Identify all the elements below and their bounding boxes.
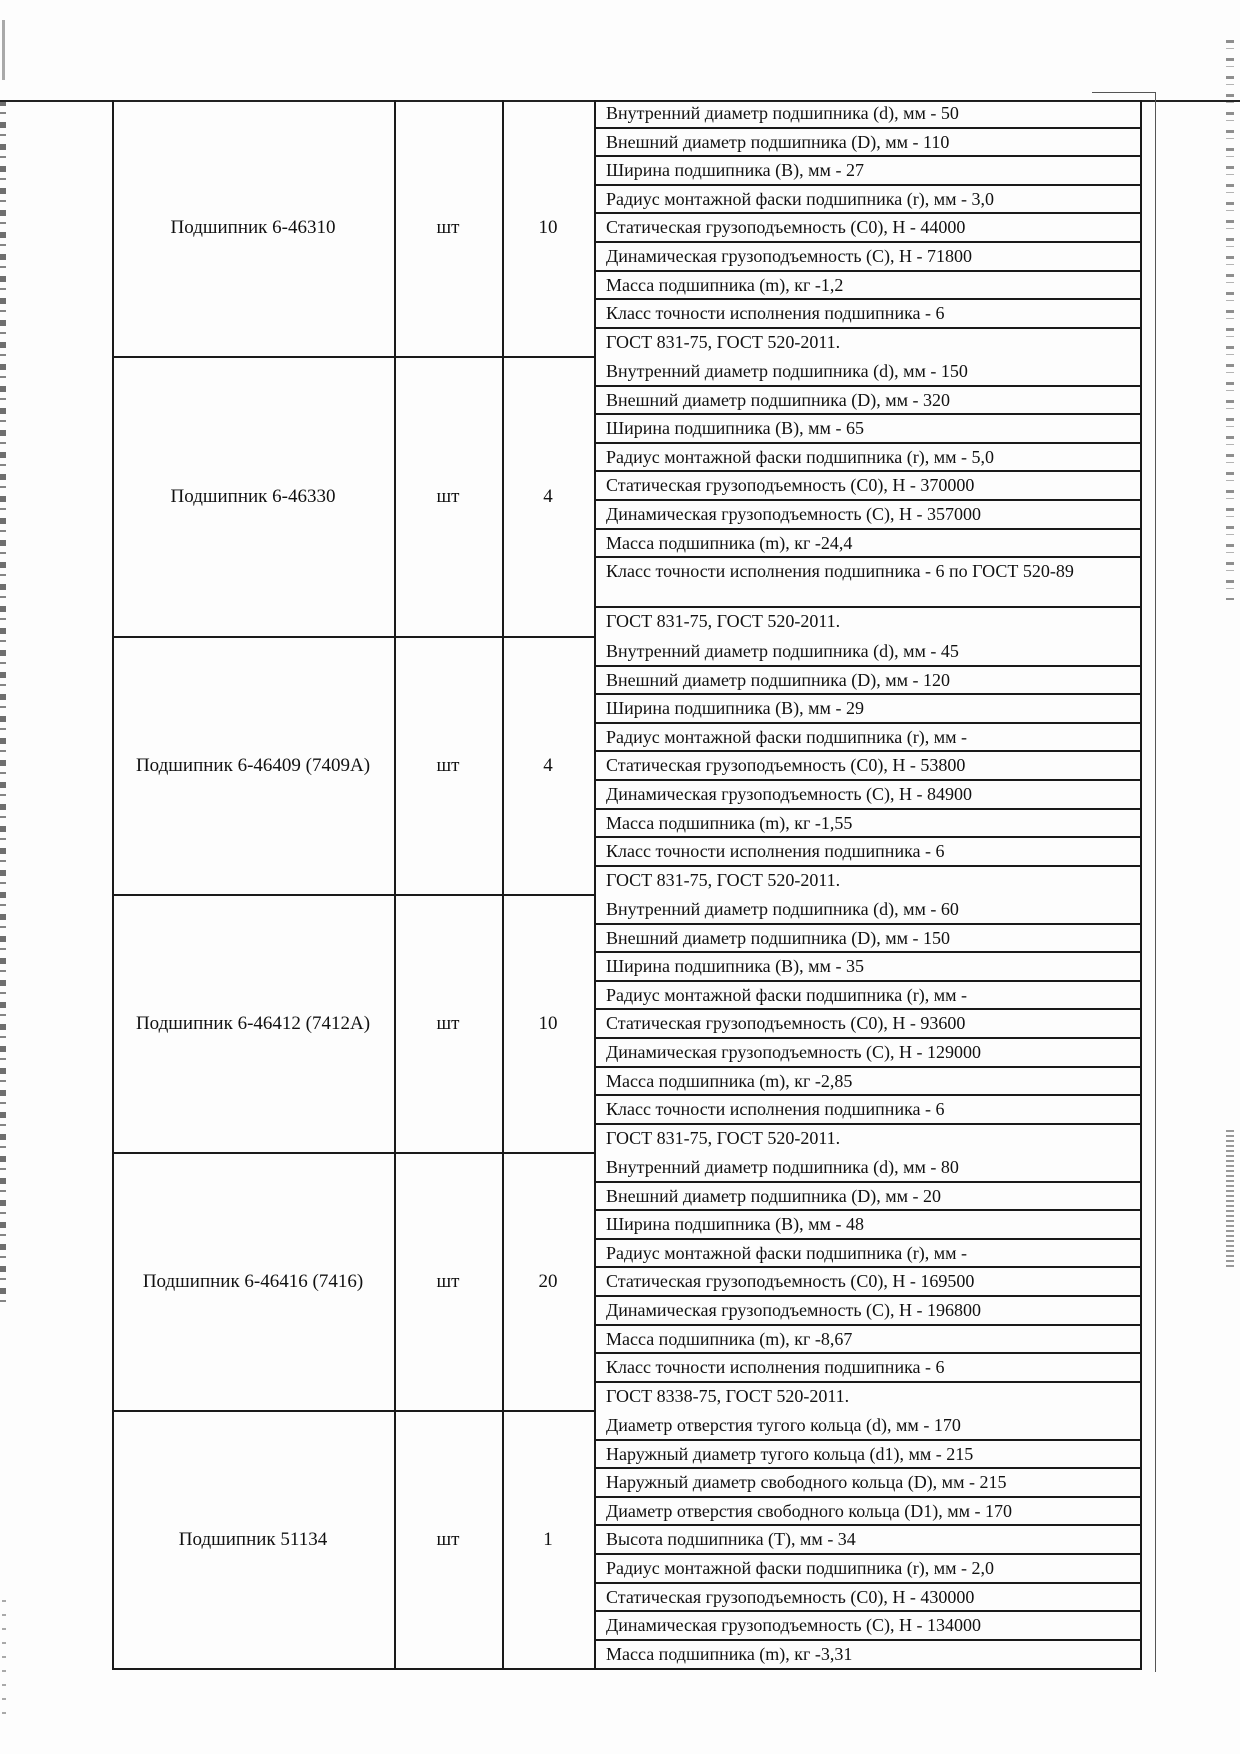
item-unit: шт [436, 1271, 460, 1292]
param-line: Ширина подшипника (В), мм - 29 [596, 695, 1142, 724]
scan-edge-artifact [1226, 40, 1234, 600]
item-params [596, 896, 1142, 1153]
param-line: Внешний диаметр подшипника (D), мм - 110 [596, 129, 1142, 158]
param-line: Внутренний диаметр подшипника (d), мм - 45 [596, 638, 1142, 667]
param-line: Радиус монтажной фаски подшипника (r), мм - [596, 724, 1142, 753]
scan-edge-artifact [2, 20, 5, 80]
param-line: ГОСТ 831-75, ГОСТ 520-2011. [606, 1127, 841, 1148]
item-quantity: 4 [543, 486, 553, 507]
item-unit: шт [436, 755, 460, 776]
param-line: Динамическая грузоподъемность (С), Н - 357000 [596, 501, 1142, 530]
param-line: Диаметр отверстия тугого кольца (d), мм - 170 [596, 1412, 1142, 1441]
param-line: Класс точности исполнения подшипника - 6 [596, 838, 1142, 867]
item-quantity: 1 [543, 1529, 553, 1550]
param-line: Внешний диаметр подшипника (D), мм - 320 [596, 387, 1142, 416]
param-line: Класс точности исполнения подшипника - 6 [596, 1354, 1142, 1383]
item-unit: шт [436, 217, 460, 238]
item-name: Подшипник 6-46412 (7412А) [135, 1013, 371, 1034]
page-frame-line [1155, 92, 1156, 1672]
param-line: Внешний диаметр подшипника (D), мм - 20 [596, 1183, 1142, 1212]
param-line: Радиус монтажной фаски подшипника (r), мм - [596, 1240, 1142, 1269]
table-row-group [112, 100, 1142, 356]
param-line: Динамическая грузоподъемность (С), Н - 129000 [596, 1039, 1142, 1068]
param-line: Масса подшипника (m), кг -1,55 [596, 810, 1142, 839]
item-name: Подшипник 51134 [178, 1529, 328, 1550]
param-line: Статическая грузоподъемность (С0), Н - 430000 [596, 1584, 1142, 1613]
param-line: Внутренний диаметр подшипника (d), мм - 150 [596, 358, 1142, 387]
item-name: Подшипник 6-46416 (7416) [142, 1271, 364, 1292]
scan-edge-artifact [2, 1600, 6, 1720]
param-line: Масса подшипника (m), кг -1,2 [596, 272, 1142, 301]
param-line: Внешний диаметр подшипника (D), мм - 150 [596, 925, 1142, 954]
param-line: Ширина подшипника (В), мм - 35 [596, 953, 1142, 982]
item-unit: шт [436, 1529, 460, 1550]
table-row-group [112, 1412, 1142, 1668]
param-line: Статическая грузоподъемность (С0), Н - 44000 [596, 214, 1142, 243]
item-name: Подшипник 6-46310 [170, 217, 336, 238]
bearings-spec-table [112, 100, 1142, 1670]
item-params [596, 638, 1142, 895]
param-line: Внутренний диаметр подшипника (d), мм - 60 [596, 896, 1142, 925]
param-line: Статическая грузоподъемность (С0), Н - 93600 [596, 1010, 1142, 1039]
param-line: Статическая грузоподъемность (С0), Н - 53800 [596, 752, 1142, 781]
table-row-group [112, 896, 1142, 1152]
param-line: Радиус монтажной фаски подшипника (r), мм - [596, 982, 1142, 1011]
param-line: Масса подшипника (m), кг -8,67 [596, 1326, 1142, 1355]
param-line: Динамическая грузоподъемность (С), Н - 134000 [596, 1612, 1142, 1641]
param-line: Статическая грузоподъемность (С0), Н - 169500 [596, 1268, 1142, 1297]
param-line: Радиус монтажной фаски подшипника (r), мм - 2,0 [596, 1555, 1142, 1584]
param-line: Динамическая грузоподъемность (С), Н - 84900 [596, 781, 1142, 810]
param-line: Класс точности исполнения подшипника - 6 по ГОСТ 520-89 [596, 558, 1142, 608]
scan-edge-artifact [0, 100, 6, 1310]
param-line: Радиус монтажной фаски подшипника (r), мм - 5,0 [596, 444, 1142, 473]
item-params [596, 358, 1142, 637]
item-name: Подшипник 6-46330 [170, 486, 336, 507]
item-name: Подшипник 6-46409 (7409А) [135, 755, 371, 776]
table-row-group [112, 358, 1142, 636]
param-line: Динамическая грузоподъемность (С), Н - 196800 [596, 1297, 1142, 1326]
param-line: Наружный диаметр тугого кольца (d1), мм - 215 [596, 1441, 1142, 1470]
item-params [596, 1154, 1142, 1411]
item-quantity: 20 [538, 1271, 558, 1292]
param-line: Масса подшипника (m), кг -2,85 [596, 1068, 1142, 1097]
item-quantity: 10 [538, 217, 558, 238]
param-line: ГОСТ 831-75, ГОСТ 520-2011. [606, 331, 841, 352]
param-line: ГОСТ 831-75, ГОСТ 520-2011. [606, 869, 841, 890]
param-line: Класс точности исполнения подшипника - 6 [596, 1096, 1142, 1125]
scan-edge-artifact [1226, 1130, 1234, 1270]
param-line: Радиус монтажной фаски подшипника (r), мм - 3,0 [596, 186, 1142, 215]
table-row-group [112, 638, 1142, 894]
param-line: Внутренний диаметр подшипника (d), мм - 80 [596, 1154, 1142, 1183]
param-line: Статическая грузоподъемность (С0), Н - 370000 [596, 472, 1142, 501]
item-quantity: 10 [538, 1013, 558, 1034]
param-line: Высота подшипника (Т), мм - 34 [596, 1526, 1142, 1555]
param-line: Динамическая грузоподъемность (С), Н - 71800 [596, 243, 1142, 272]
item-params [596, 100, 1142, 357]
table-row-group [112, 1154, 1142, 1410]
item-unit: шт [436, 486, 460, 507]
param-line: Внешний диаметр подшипника (D), мм - 120 [596, 667, 1142, 696]
param-line: ГОСТ 8338-75, ГОСТ 520-2011. [606, 1385, 850, 1406]
item-params [596, 1412, 1142, 1669]
param-line: Диаметр отверстия свободного кольца (D1), мм - 170 [596, 1498, 1142, 1527]
param-line: Масса подшипника (m), кг -24,4 [596, 530, 1142, 559]
param-line: Ширина подшипника (В), мм - 48 [596, 1211, 1142, 1240]
param-line: Ширина подшипника (В), мм - 65 [596, 415, 1142, 444]
param-line: Внутренний диаметр подшипника (d), мм - 50 [596, 100, 1142, 129]
page-frame-line [1092, 92, 1156, 93]
param-line: Масса подшипника (m), кг -3,31 [606, 1643, 853, 1664]
param-line: ГОСТ 831-75, ГОСТ 520-2011. [606, 611, 841, 632]
item-unit: шт [436, 1013, 460, 1034]
item-quantity: 4 [543, 755, 553, 776]
param-line: Класс точности исполнения подшипника - 6 [596, 300, 1142, 329]
param-line: Ширина подшипника (В), мм - 27 [596, 157, 1142, 186]
param-line: Наружный диаметр свободного кольца (D), мм - 215 [596, 1469, 1142, 1498]
